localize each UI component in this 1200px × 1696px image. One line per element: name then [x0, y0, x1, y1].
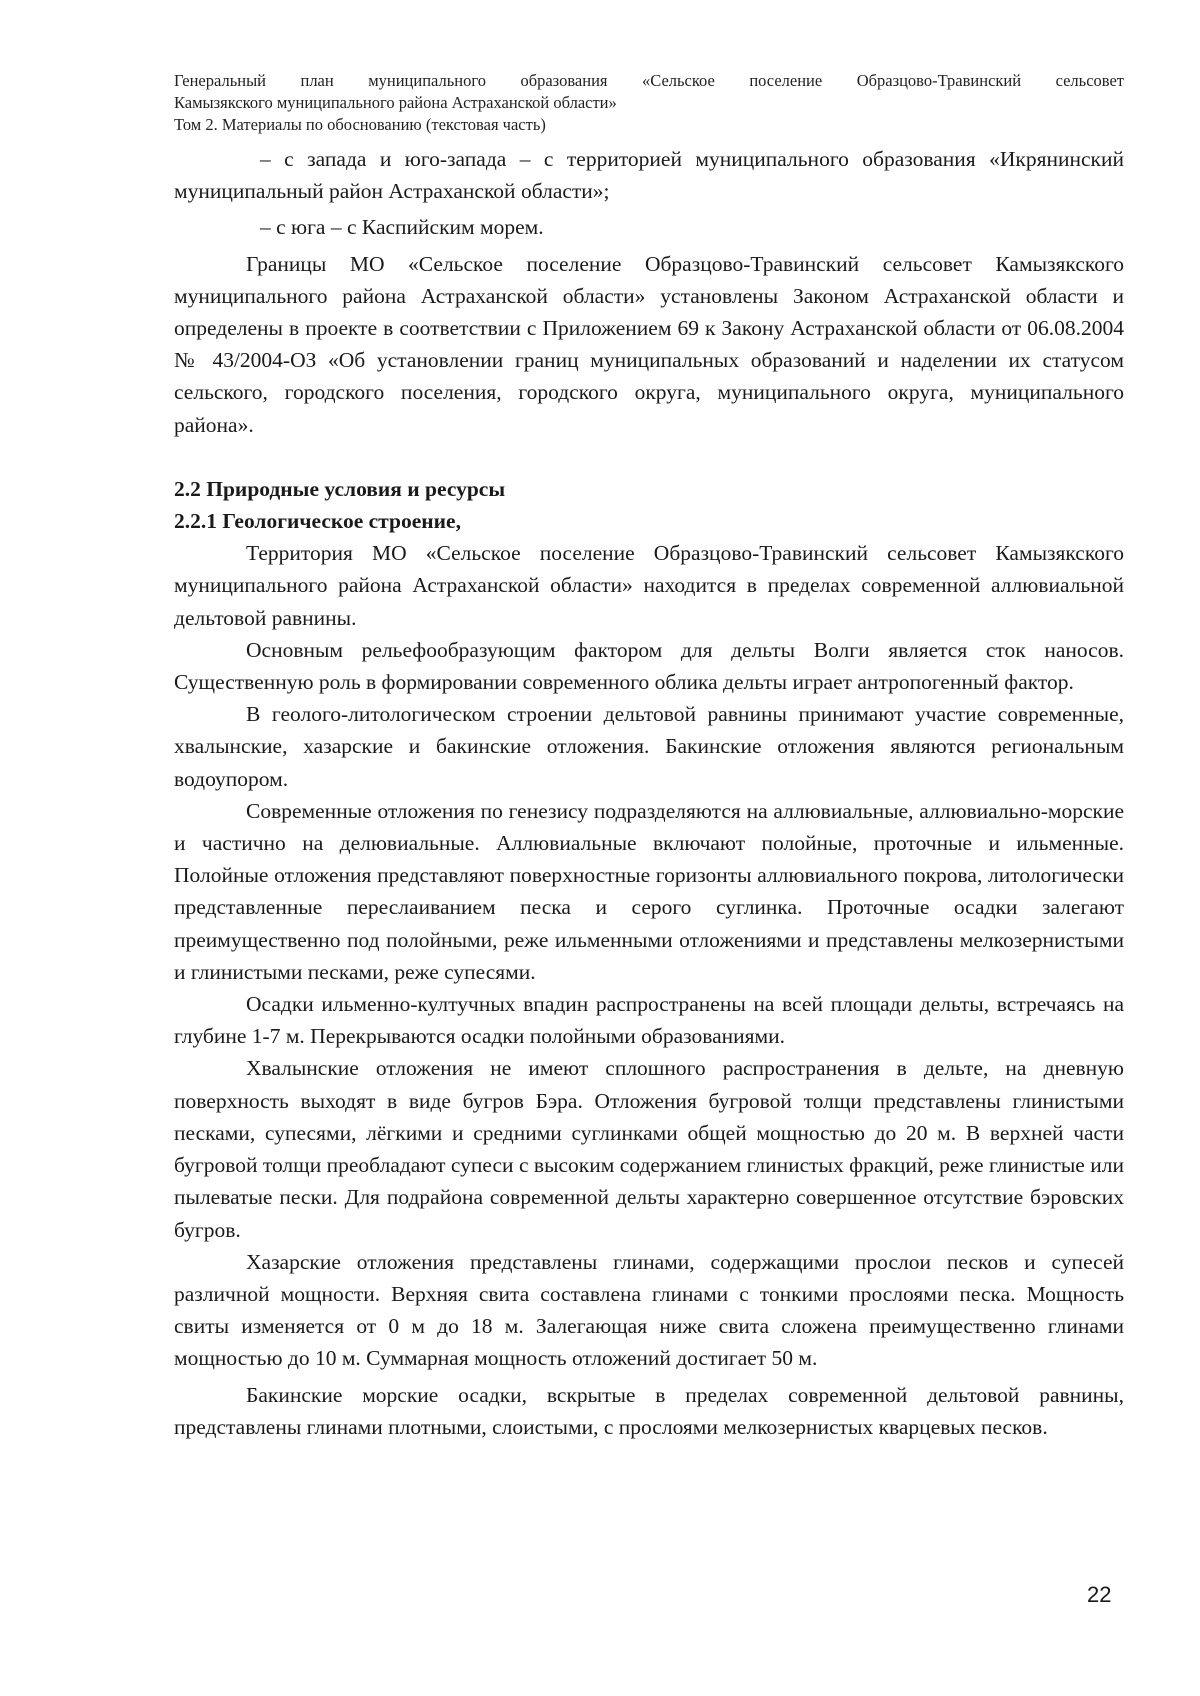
header-line-1: Генеральный план муниципального образования «Сельское поселение Образцово-Травинский сельсовет [174, 71, 1124, 90]
paragraph-modern-deposits: Современные отложения по генезису подразделяются на аллювиальные, аллювиально-морские и частично на делювиальные. Аллювиальные включают полойные, проточные и ильменные. Полойные отложения представляют поверхностные горизонты аллювиального покрова, литологически представленные переслаиванием песка и серого суглинка. Проточные осадки залегают преимущественно под полойными, реже ильменными отложениями и представлены мелкозернистыми и глинистыми песками, реже супесями. [174, 798, 1124, 984]
paragraph-khazar-deposits: Хазарские отложения представлены глинами, содержащими прослои песков и супесей различной мощности. Верхняя свита составлена глинами с тонкими прослоями песка. Мощность свиты изменяется от 0 м до 18 м. Залегающая ниже свита сложена преимущественно глинами мощностью до 10 м. Суммарная мощность отложений достигает 50 м. [174, 1249, 1124, 1371]
spacer [174, 441, 1124, 473]
paragraph-territory: Территория МО «Сельское поселение Образцово-Травинский сельсовет Камызякского муниципального района Астраханской области» находится в пределах современной аллювиальной дельтовой равнины. [174, 541, 1124, 630]
paragraph-relief-factor: Основным рельефообразующим фактором для дельты Волги является сток наносов. Существенную роль в формировании современного облика дельты играет антропогенный фактор. [174, 637, 1124, 695]
document-body [174, 143, 1124, 1443]
paragraph-ilmen-deposits: Осадки ильменно-култучных впадин распространены на всей площади дельты, встречаясь на глубине 1-7 м. Перекрываются осадки полойными образованиями. [174, 992, 1124, 1049]
page-number: 22 [1087, 1582, 1112, 1607]
list-item-south-boundary: – с юга – с Каспийским морем. [260, 215, 544, 240]
running-header [174, 70, 1124, 136]
paragraph-boundaries: Границы МО «Сельское поселение Образцово-Травинский сельсовет Камызякского муниципального района Астраханской области» установлены Законом Астраханской области и определены в проекте в соответствии с Приложением 69 к Закону Астраханской области от 06.08.2004 № 43/2004-ОЗ «Об установлении границ муниципальных образований и наделении их статусом сельского, городского поселения, городского округа, муниципального округа, муниципального района». [174, 251, 1124, 437]
paragraph-geology: В геолого-литологическом строении дельтовой равнины принимают участие современные, хвалынские, хазарские и бакинские отложения. Бакинские отложения являются региональным водоупором. [174, 702, 1124, 791]
list-item-west-boundary: – с запада и юго-запада – с территорией муниципального образования «Икрянинский муниципальный район Астраханской области»; [174, 147, 1124, 204]
paragraph-khvalyn-deposits: Хвалынские отложения не имеют сплошного распространения в дельте, на дневную поверхность выходят в виде бугров Бэра. Отложения бугровой толщи представлены глинистыми песками, супесями, лёгкими и средними суглинками общей мощностью до 20 м. В верхней части бугровой толщи преобладают супеси с высоким содержанием глинистых фракций, реже глинистые или пылеватые пески. Для подрайона современной дельты характерно совершенное отсутствие бэровских бугров. [174, 1056, 1124, 1242]
paragraph-baku-deposits: Бакинские морские осадки, вскрытые в пределах современной дельтовой равнины, представлены глинами плотными, слоистыми, с прослоями мелкозернистых кварцевых песков. [174, 1382, 1124, 1439]
header-line-2: Камызякского муниципального района Астраханской области» [174, 93, 617, 112]
header-line-3: Том 2. Материалы по обоснованию (текстовая часть) [174, 115, 546, 134]
section-heading: 2.2 Природные условия и ресурсы [174, 476, 506, 501]
subsection-heading: 2.2.1 Геологическое строение, [174, 509, 461, 534]
